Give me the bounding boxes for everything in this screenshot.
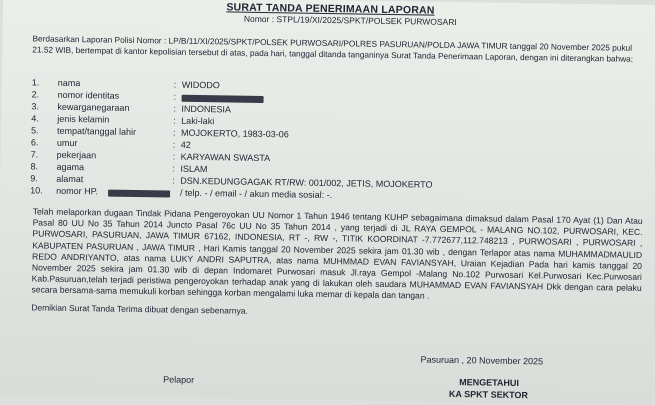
field-label: tempat/tanggal lahir [57, 126, 136, 137]
field-value: / telp. - / email - / akun media sosial: -. [180, 188, 332, 200]
field-number: 6. [31, 137, 51, 147]
field-number: 9. [30, 173, 50, 183]
field-label: nomor HP. [56, 186, 98, 197]
field-colon: : [174, 92, 177, 102]
field-colon: : [173, 116, 176, 126]
field-colon: : [173, 104, 176, 114]
document-title: SURAT TANDA PENERIMAAN LAPORAN [3, 0, 655, 20]
field-label: agama [56, 162, 84, 172]
field-label: kewarganegaraan [57, 102, 129, 113]
field-number: 7. [31, 149, 51, 159]
field-colon: : [172, 176, 175, 186]
head-spkt-label: KA SPKT SEKTOR [449, 389, 528, 400]
field-number: 1. [32, 77, 52, 87]
field-value: DSN.KEDUNGGAGAK RT/RW: 001/002, JETIS, MOJOKERTO [180, 176, 432, 190]
field-number: 10. [30, 185, 50, 195]
field-colon: : [172, 164, 175, 174]
report-body-paragraph: Telah melaporkan dugaan Tindak Pidana Pengeroyokan UU Nomor 1 Tahun 1946 tentang KUHP sebagaimana dimaksud dalam Pasal 170 Ayat (1) Dan Atau Pasal 80 UU No 35 Tahun 2014 Juncto Pasal 76c UU No 35 Tahun 2014 , yang terjadi di JL RAYA GEMPOL - MALANG NO.102, PURWOSARI, KEC. PURWOSARI, PASURUAN, JAWA TIMUR 67162, INDONESIA, RT -, RW -, TITIK KOORDINAT -7.772677,112.748213 , PURWOSARI , PURWOSARI , KABUPATEN PASURUAN , JAWA TIMUR , Hari Kamis tanggal 20 November 2025 sekira jam 01.30 wib , dengan Terlapor atas nama MUHAMMADMAULID REDO ANDRIYANTO, atas nama LUKY ANDRI SAPUTRA, atas nama MUHMMAD EVAN FAVIANSYAH, Uraian Kejadian Pada hari kamis tanggal 20 November 2025 sekira jam 01.30 wib di depan Indomaret Purwosari masuk Jl.raya Gempol -Malang No.102 Purwosari Kel.Purwosari Kec.Purwosari Kab.Pasuruan,telah terjadi peristiwa pengeroyokan terhadap anak yang di lakukan oleh saudara MUHAMMAD EVAN FAVIANSYAH Dkk dengan cara pelaku secara bersama-sama memukuli korban sehingga korban mengalami luka memar di kepala dan tangan . [31, 206, 642, 305]
acknowledged-label: MENGETAHUI [459, 377, 519, 388]
field-value: WIDODO [182, 80, 220, 91]
field-label: nama [58, 78, 81, 88]
field-number: 4. [31, 113, 51, 123]
field-value: KARYAWAN SWASTA [181, 152, 271, 163]
field-colon: : [173, 152, 176, 162]
field-label: alamat [56, 174, 83, 184]
field-value: Laki-laki [181, 116, 214, 127]
field-value: ISLAM [180, 164, 207, 174]
field-value: 42 [181, 140, 191, 150]
field-value [182, 92, 264, 103]
redaction-bar [108, 189, 170, 197]
field-value: INDONESIA [181, 104, 231, 115]
field-number: 3. [31, 101, 51, 111]
field-label: jenis kelamin [57, 114, 109, 125]
identity-fields [32, 77, 642, 87]
reporter-label: Pelapor [163, 374, 194, 384]
field-colon: : [173, 140, 176, 150]
field-colon: : [173, 128, 176, 138]
intro-paragraph: Berdasarkan Laporan Polisi Nomor : LP/B/11/XI/2025/SPKT/POLSEK PURWOSARI/POLRES PASURUAN/POLDA JAWA TIMUR tanggal 20 November 2025 pukul 21.52 WIB, bertempat di kantor kepolisian tersebut di atas, pada hari, tanggal ditanda tanganinya Surat Tanda Penerimaan Laporan, dengan ini diterangkan bahwa: [32, 33, 642, 64]
document-number: Nomor : STPL/19/XI/2025/SPKT/POLSEK PURWOSARI [3, 10, 655, 30]
field-label: pekerjaan [57, 150, 97, 161]
field-value: MOJOKERTO, 1983-03-06 [181, 128, 289, 140]
field-label: umur [57, 138, 78, 148]
field-colon: : [174, 80, 177, 90]
closing-statement: Demikian Surat Tanda Terima dibuat dengan sebenarnya. [31, 302, 248, 315]
field-number: 8. [30, 161, 50, 171]
place-date: Pasuruan , 20 November 2025 [420, 354, 543, 366]
field-number: 5. [31, 125, 51, 135]
redaction-bar [182, 94, 264, 102]
field-label: nomor identitas [58, 90, 120, 101]
field-number: 2. [32, 89, 52, 99]
